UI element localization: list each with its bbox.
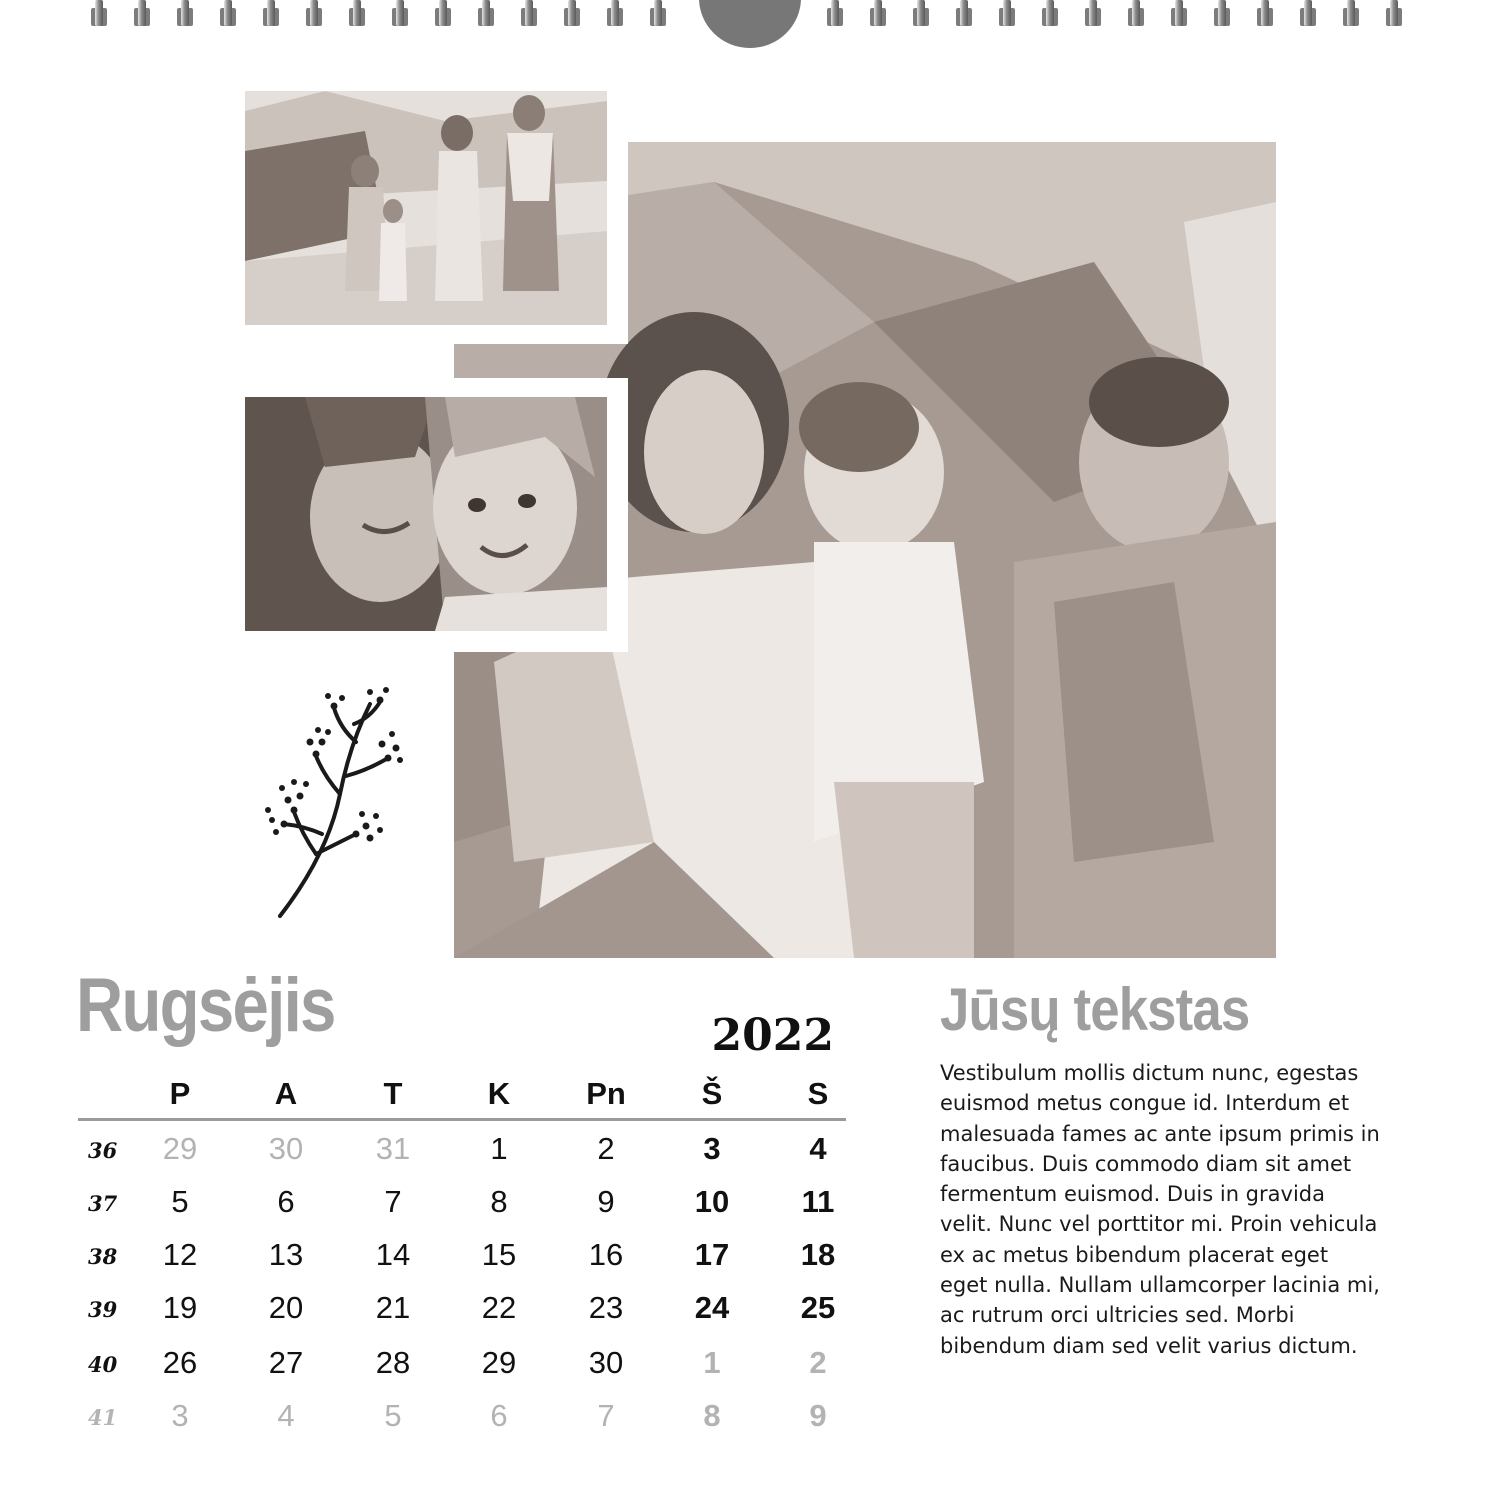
weekday-header: T	[383, 1076, 403, 1111]
week-number: 40	[88, 1352, 118, 1377]
day-cell: 17	[694, 1237, 730, 1272]
binding-ring	[306, 0, 322, 26]
day-cell: 2	[809, 1345, 827, 1380]
week-row	[78, 1287, 848, 1339]
day-cell: 8	[703, 1398, 721, 1433]
weekday-header: P	[169, 1076, 191, 1111]
day-cell: 25	[800, 1290, 836, 1325]
binding-ring	[913, 0, 929, 26]
mother-daughter-photo	[245, 397, 607, 631]
day-cell: 19	[162, 1290, 198, 1325]
day-cell: 7	[597, 1398, 615, 1433]
day-cell: 3	[171, 1398, 189, 1433]
binding-ring	[134, 0, 150, 26]
binding-ring	[263, 0, 279, 26]
day-cell: 15	[481, 1237, 517, 1272]
week-row	[78, 1342, 848, 1394]
binding-ring	[999, 0, 1015, 26]
header-divider	[78, 1118, 846, 1121]
day-cell: 13	[268, 1237, 304, 1272]
middle-photo-art	[245, 397, 607, 631]
binding-ring	[827, 0, 843, 26]
binding-ring	[607, 0, 623, 26]
binding-ring	[349, 0, 365, 26]
binding-ring	[220, 0, 236, 26]
side-text-title: Jūsų tekstas	[940, 976, 1250, 1043]
family-walking-photo	[245, 91, 607, 325]
day-cell: 1	[490, 1131, 508, 1166]
day-cell: 24	[694, 1290, 730, 1325]
day-cell: 23	[588, 1290, 624, 1325]
day-cell: 12	[162, 1237, 198, 1272]
day-cell: 5	[384, 1398, 402, 1433]
day-cell: 18	[800, 1237, 836, 1272]
weekday-header: Pn	[586, 1076, 626, 1111]
day-cell: 1	[703, 1345, 721, 1380]
binding-ring	[1343, 0, 1359, 26]
day-cell: 10	[694, 1184, 730, 1219]
side-text-body: Vestibulum mollis dictum nunc, egestas euismod metus congue id. Interdum et malesuada fames ac ante ipsum primis in faucibus. Duis commodo diam sit amet fermentum euismod. Duis in gravida velit. Nunc vel porttitor mi. Proin vehicula ex ac metus bibendum placerat eget eget nulla. Nullam ullamcorper lacinia mi, ac rutrum orci ultricies sed. Morbi bibendum diam sed velit varius dictum.	[940, 1061, 1380, 1358]
day-cell: 26	[162, 1345, 198, 1380]
binding-ring	[1257, 0, 1273, 26]
weekday-header: K	[487, 1076, 511, 1111]
hanger-hole	[699, 0, 801, 48]
binding-ring	[1042, 0, 1058, 26]
week-row	[78, 1128, 848, 1180]
month-title: Rugsėjis	[76, 963, 335, 1048]
day-cell: 16	[588, 1237, 624, 1272]
week-number: 37	[88, 1191, 118, 1216]
week-number: 41	[88, 1405, 118, 1430]
day-cell: 28	[375, 1345, 411, 1380]
week-row	[78, 1234, 848, 1286]
binding-ring	[1171, 0, 1187, 26]
week-row	[78, 1395, 848, 1447]
day-cell: 29	[162, 1131, 198, 1166]
day-cell: 4	[809, 1131, 827, 1166]
top-photo-art	[245, 91, 607, 325]
binding-ring	[1386, 0, 1402, 26]
day-cell: 9	[597, 1184, 615, 1219]
day-cell: 21	[375, 1290, 411, 1325]
binding-ring	[1214, 0, 1230, 26]
binding-ring	[392, 0, 408, 26]
weekday-header-row	[78, 1070, 848, 1116]
day-cell: 2	[597, 1131, 615, 1166]
day-cell: 31	[375, 1131, 411, 1166]
day-cell: 7	[384, 1184, 402, 1219]
day-cell: 6	[277, 1184, 295, 1219]
week-row	[78, 1181, 848, 1233]
day-cell: 3	[703, 1131, 721, 1166]
day-cell: 14	[375, 1237, 411, 1272]
day-cell: 4	[277, 1398, 295, 1433]
binding-ring	[1300, 0, 1316, 26]
binding-ring	[478, 0, 494, 26]
binding-ring	[650, 0, 666, 26]
day-cell: 8	[490, 1184, 508, 1219]
day-cell: 29	[481, 1345, 517, 1380]
calendar-grid	[78, 1070, 848, 1450]
day-cell: 9	[809, 1398, 827, 1433]
binding-ring	[435, 0, 451, 26]
week-number: 39	[88, 1297, 118, 1322]
branch-icon	[258, 684, 408, 920]
binding-ring	[564, 0, 580, 26]
day-cell: 6	[490, 1398, 508, 1433]
year-label: 2022	[711, 1010, 834, 1061]
weekday-header: A	[274, 1076, 298, 1111]
spiral-binding	[0, 0, 1500, 60]
binding-ring	[1128, 0, 1144, 26]
day-cell: 5	[171, 1184, 189, 1219]
binding-ring	[91, 0, 107, 26]
week-number: 38	[88, 1244, 118, 1269]
binding-ring	[870, 0, 886, 26]
binding-ring	[1085, 0, 1101, 26]
binding-ring	[956, 0, 972, 26]
week-number: 36	[88, 1138, 118, 1163]
weekday-header: Š	[701, 1076, 723, 1111]
day-cell: 22	[481, 1290, 517, 1325]
binding-ring	[521, 0, 537, 26]
day-cell: 27	[268, 1345, 304, 1380]
day-cell: 30	[268, 1131, 304, 1166]
binding-ring	[177, 0, 193, 26]
weekday-header: S	[807, 1076, 829, 1111]
day-cell: 30	[588, 1345, 624, 1380]
day-cell: 11	[801, 1184, 835, 1219]
day-cell: 20	[268, 1290, 304, 1325]
